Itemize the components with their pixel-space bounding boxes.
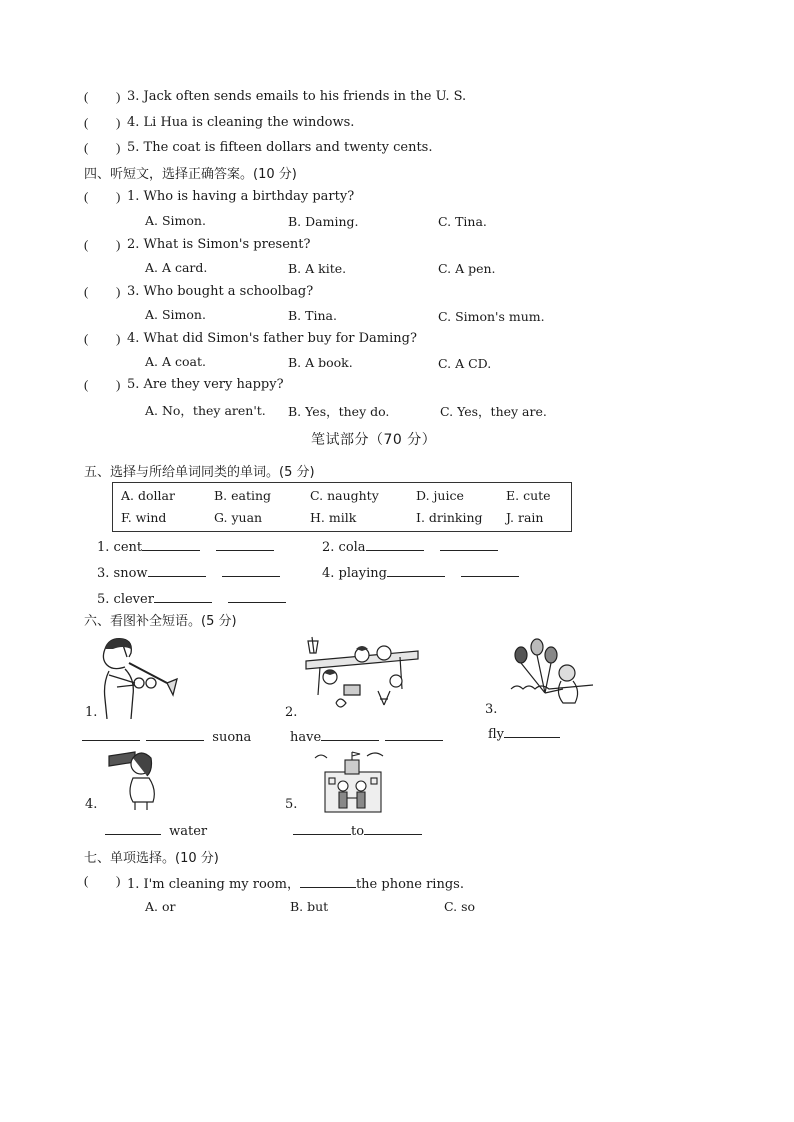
item-word: 4. playing xyxy=(322,566,387,581)
word-option: H. milk xyxy=(310,510,357,525)
option-b: B. Daming. xyxy=(288,214,359,229)
written-part-header: 笔试部分（70 分） xyxy=(311,432,437,448)
section-5-title: 五、选择与所给单词同类的单词。(5 分) xyxy=(84,465,315,480)
section-6-title: 六、看图补全短语。(5 分) xyxy=(84,614,237,629)
option-a: A. Simon. xyxy=(145,213,206,228)
pic-4-answer xyxy=(105,823,207,839)
option-a: A. or xyxy=(145,899,176,914)
question-text: 4. What did Simon's father buy for Daming? xyxy=(127,331,417,346)
pic-5-answer xyxy=(293,823,422,839)
question-text: 1. Who is having a birthday party? xyxy=(127,189,355,204)
word-bank-box xyxy=(112,482,572,532)
question-text: 5. The coat is fifteen dollars and twenty cents. xyxy=(127,140,433,155)
answer-blank[interactable] xyxy=(148,565,206,577)
section-7-title: 七、单项选择。(10 分) xyxy=(84,851,219,866)
question-text-part: 1. I'm cleaning my room， xyxy=(127,877,300,892)
answer-paren-close: ) xyxy=(116,115,121,130)
option-c: C. Tina. xyxy=(438,214,487,229)
answer-paren-open[interactable]: ( xyxy=(84,237,89,252)
phrase-word: fly xyxy=(488,727,505,742)
s5-item-1 xyxy=(97,539,274,555)
answer-paren-close: ) xyxy=(116,189,121,204)
answer-paren-open[interactable]: ( xyxy=(84,873,89,888)
answer-paren-close: ) xyxy=(116,140,121,155)
answer-paren-close: ) xyxy=(116,89,121,104)
answer-blank[interactable] xyxy=(366,539,424,551)
question-text: 2. What is Simon's present? xyxy=(127,237,311,252)
answer-paren-close: ) xyxy=(116,377,121,392)
answer-paren-close: ) xyxy=(116,873,121,888)
answer-blank[interactable] xyxy=(461,565,519,577)
party-picture xyxy=(300,633,422,713)
answer-blank[interactable] xyxy=(142,539,200,551)
answer-blank[interactable] xyxy=(364,823,422,835)
answer-paren-open[interactable]: ( xyxy=(84,377,89,392)
word-option: I. drinking xyxy=(416,510,483,525)
answer-paren-close: ) xyxy=(116,331,121,346)
question-text: 3. Who bought a schoolbag? xyxy=(127,284,314,299)
answer-blank[interactable] xyxy=(293,823,351,835)
s5-item-2 xyxy=(322,539,498,555)
question-text: 3. Jack often sends emails to his friends in the U. S. xyxy=(127,89,467,104)
item-word: 3. snow xyxy=(97,566,148,581)
word-option: A. dollar xyxy=(121,488,175,503)
answer-blank[interactable] xyxy=(146,729,204,741)
answer-paren-open[interactable]: ( xyxy=(84,140,89,155)
option-c: C. Simon's mum. xyxy=(438,309,545,324)
item-word: 5. clever xyxy=(97,592,154,607)
phrase-word: suona xyxy=(212,730,252,745)
drinking-girl-picture xyxy=(105,748,171,812)
pic-3-answer xyxy=(488,726,560,742)
word-option: D. juice xyxy=(416,488,464,503)
question-text: 5. Are they very happy? xyxy=(127,377,284,392)
option-c: C. Yes，they are. xyxy=(440,404,547,419)
option-b: B. Tina. xyxy=(288,308,337,323)
s5-item-5 xyxy=(97,591,286,607)
answer-blank[interactable] xyxy=(387,565,445,577)
section-4-title: 四、听短文，选择正确答案。(10 分) xyxy=(84,167,297,182)
answer-paren-open[interactable]: ( xyxy=(84,115,89,130)
answer-paren-open[interactable]: ( xyxy=(84,89,89,104)
answer-blank[interactable] xyxy=(228,591,286,603)
item-word: 1. cent xyxy=(97,540,143,555)
go-to-school-picture xyxy=(305,748,397,820)
word-option: E. cute xyxy=(506,488,551,503)
pic-1-answer xyxy=(82,729,251,745)
option-b: B. A book. xyxy=(288,355,353,370)
kite-girl-picture xyxy=(505,633,597,717)
answer-blank[interactable] xyxy=(216,539,274,551)
phrase-word: water xyxy=(169,824,208,839)
option-c: C. A pen. xyxy=(438,261,496,276)
answer-paren-open[interactable]: ( xyxy=(84,189,89,204)
phrase-word: to xyxy=(351,824,365,839)
option-b: B. A kite. xyxy=(288,261,347,276)
s5-item-3 xyxy=(97,565,280,581)
option-a: A. A coat. xyxy=(145,354,206,369)
answer-blank[interactable] xyxy=(82,729,140,741)
option-a: A. A card. xyxy=(145,260,208,275)
answer-paren-open[interactable]: ( xyxy=(84,331,89,346)
answer-blank[interactable] xyxy=(321,729,379,741)
answer-paren-open[interactable]: ( xyxy=(84,284,89,299)
option-b: B. Yes，they do. xyxy=(288,404,390,419)
question-text-part: the phone rings. xyxy=(355,877,464,892)
pic-2-answer xyxy=(290,729,443,745)
word-option: C. naughty xyxy=(310,488,379,503)
option-b: B. but xyxy=(290,899,329,914)
pic-number: 5. xyxy=(285,797,298,812)
answer-blank[interactable] xyxy=(440,539,498,551)
question-text xyxy=(127,873,464,892)
answer-blank[interactable] xyxy=(504,726,560,738)
question-text: 4. Li Hua is cleaning the windows. xyxy=(127,115,355,130)
word-option: F. wind xyxy=(121,510,167,525)
option-a: A. Simon. xyxy=(145,307,206,322)
pic-number: 3. xyxy=(485,702,498,717)
pic-number: 2. xyxy=(285,705,298,720)
item-word: 2. cola xyxy=(322,540,366,555)
phrase-word: have xyxy=(290,730,322,745)
s5-item-4 xyxy=(322,565,519,581)
word-option: B. eating xyxy=(214,488,272,503)
answer-blank[interactable] xyxy=(300,876,356,888)
option-a: A. No，they aren't. xyxy=(145,403,266,418)
suona-player-picture xyxy=(95,635,183,719)
answer-blank[interactable] xyxy=(385,729,443,741)
option-c: C. A CD. xyxy=(438,356,492,371)
answer-blank[interactable] xyxy=(105,823,161,835)
answer-blank[interactable] xyxy=(154,591,212,603)
word-option: G. yuan xyxy=(214,510,263,525)
answer-blank[interactable] xyxy=(222,565,280,577)
answer-paren-close: ) xyxy=(116,284,121,299)
answer-paren-close: ) xyxy=(116,237,121,252)
pic-number: 4. xyxy=(85,797,98,812)
option-c: C. so xyxy=(444,899,476,914)
word-option: J. rain xyxy=(506,510,544,525)
pic-number: 1. xyxy=(85,705,98,720)
